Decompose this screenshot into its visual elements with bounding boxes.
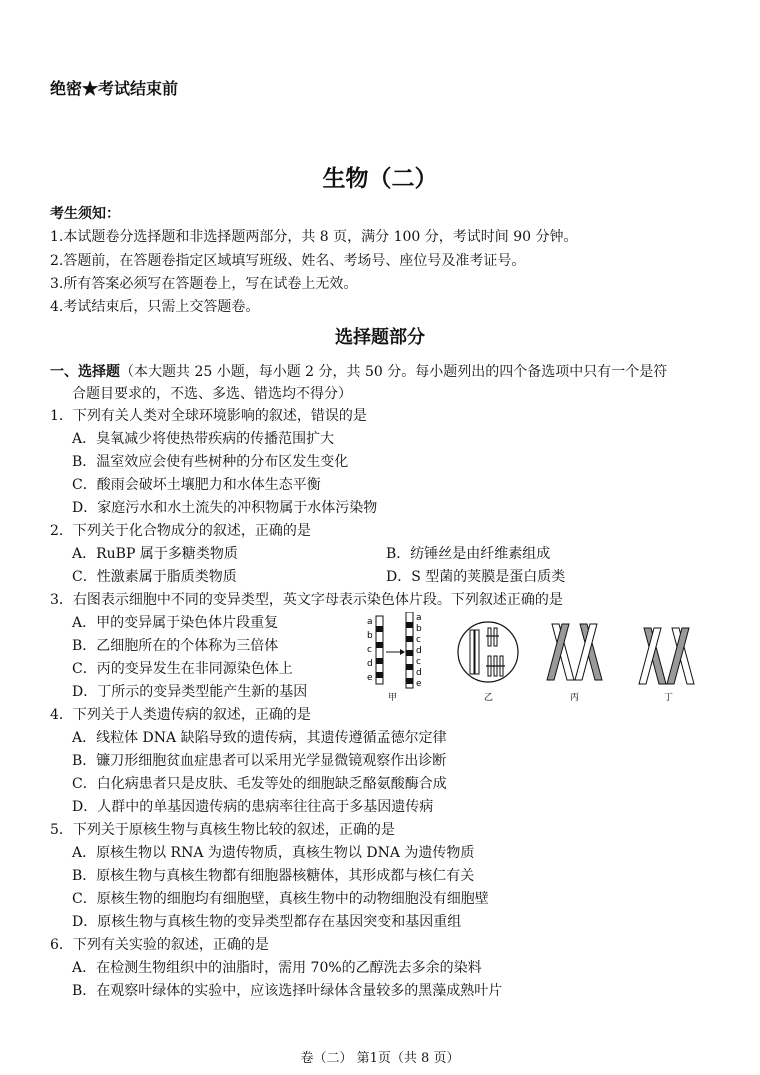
question-option: C．性激素属于脂质类物质 bbox=[72, 569, 237, 585]
figure-jia bbox=[367, 612, 422, 703]
question-option: D．家庭污水和水土流失的冲积物属于水体污染物 bbox=[72, 500, 378, 516]
question-option: D．原核生物与真核生物的变异类型都存在基因突变和基因重组 bbox=[72, 914, 462, 930]
question-option: C．白化病患者只是皮肤、毛发等处的细胞缺乏酪氨酸酶合成 bbox=[72, 776, 447, 792]
part-intro-text: （本大题共 25 小题，每小题 2 分，共 50 分。每小题列出的四个备选项中只有一个是符 bbox=[120, 364, 668, 380]
question-option: A．臭氧减少将使热带疾病的传播范围扩大 bbox=[72, 431, 335, 447]
question-option: C．丙的变异发生在非同源染色体上 bbox=[72, 661, 293, 677]
part-label: 一、选择题 bbox=[50, 364, 120, 380]
chromosome-letter: c bbox=[367, 645, 372, 655]
question-stem: 2．下列关于化合物成分的叙述，正确的是 bbox=[50, 523, 311, 539]
figure-yi bbox=[458, 622, 518, 703]
chromosome-letter: c bbox=[416, 657, 421, 667]
notice-heading: 考生须知： bbox=[50, 206, 120, 222]
figure-ding bbox=[639, 628, 694, 703]
chromosome-letter: d bbox=[416, 646, 422, 656]
notice-item: 4.考试结束后，只需上交答题卷。 bbox=[50, 299, 260, 315]
notice-item: 3.所有答案必须写在答题卷上，写在试卷上无效。 bbox=[50, 276, 358, 292]
figure-label-yi: 乙 bbox=[484, 693, 494, 703]
figure-bing bbox=[547, 624, 602, 703]
chromosome-letter: a bbox=[416, 613, 422, 623]
figure-label-jia: 甲 bbox=[388, 693, 398, 703]
chromosome-letter: e bbox=[416, 679, 422, 689]
figure-label-ding: 丁 bbox=[664, 693, 674, 703]
question-option: B．镰刀形细胞贫血症患者可以采用光学显微镜观察作出诊断 bbox=[72, 753, 447, 769]
figure-label-bing: 丙 bbox=[570, 693, 580, 703]
question-stem: 3．右图表示细胞中不同的变异类型，英文字母表示染色体片段。下列叙述正确的是 bbox=[50, 592, 563, 608]
notice-item: 1.本试题卷分选择题和非选择题两部分，共 8 页，满分 100 分，考试时间 90 分钟。 bbox=[50, 229, 578, 245]
notice-item: 2.答题前，在答题卷指定区域填写班级、姓名、考场号、座位号及准考证号。 bbox=[50, 253, 526, 269]
chromosome-letter: c bbox=[416, 635, 421, 645]
question-option: A．原核生物以 RNA 为遗传物质，真核生物以 DNA 为遗传物质 bbox=[72, 845, 475, 861]
page-title: 生物（二） bbox=[322, 165, 438, 192]
question-option: D．丁所示的变异类型能产生新的基因 bbox=[72, 684, 308, 700]
question-option: D．人群中的单基因遗传病的患病率往往高于多基因遗传病 bbox=[72, 799, 434, 815]
chromosome-letter: b bbox=[367, 631, 373, 641]
chromosome-letter: b bbox=[416, 624, 422, 634]
question-option: B．乙细胞所在的个体称为三倍体 bbox=[72, 638, 279, 654]
confidential-mark: 绝密★考试结束前 bbox=[50, 79, 179, 98]
part-intro-cont: 合题目要求的，不选、多选、错选均不得分） bbox=[72, 386, 352, 402]
question-stem: 6．下列有关实验的叙述，正确的是 bbox=[50, 937, 269, 953]
variation-figure bbox=[362, 612, 710, 704]
part-intro bbox=[50, 361, 667, 381]
chromosome-letter: a bbox=[367, 617, 373, 627]
question-option: A．在检测生物组织中的油脂时，需用 70%的乙醇洗去多余的染料 bbox=[72, 960, 482, 976]
question-option: B．纺锤丝是由纤维素组成 bbox=[386, 546, 551, 562]
question-option: B．在观察叶绿体的实验中，应该选择叶绿体含量较多的黑藻成熟叶片 bbox=[72, 983, 503, 999]
chromosome-letter: d bbox=[367, 659, 373, 669]
question-stem: 5．下列关于原核生物与真核生物比较的叙述，正确的是 bbox=[50, 822, 395, 838]
question-stem: 1．下列有关人类对全球环境影响的叙述，错误的是 bbox=[50, 408, 367, 424]
question-option: B．温室效应会使有些树种的分布区发生变化 bbox=[72, 454, 349, 470]
question-option: D．S 型菌的荚膜是蛋白质类 bbox=[386, 569, 566, 585]
question-option: C．酸雨会破坏土壤肥力和水体生态平衡 bbox=[72, 477, 321, 493]
question-option: B．原核生物与真核生物都有细胞器核糖体，其形成都与核仁有关 bbox=[72, 868, 475, 884]
question-option: A．线粒体 DNA 缺陷导致的遗传病，其遗传遵循孟德尔定律 bbox=[72, 730, 447, 746]
question-option: C．原核生物的细胞均有细胞壁，真核生物中的动物细胞没有细胞壁 bbox=[72, 891, 489, 907]
question-stem: 4．下列关于人类遗传病的叙述，正确的是 bbox=[50, 707, 311, 723]
question-option: A．RuBP 属于多糖类物质 bbox=[72, 546, 238, 562]
question-option: A．甲的变异属于染色体片段重复 bbox=[72, 615, 279, 631]
page-footer: 卷（二） 第1页（共 8 页） bbox=[300, 1051, 460, 1066]
section-title: 选择题部分 bbox=[335, 327, 425, 348]
chromosome-letter: d bbox=[416, 668, 422, 678]
chromosome-letter: e bbox=[367, 673, 373, 683]
